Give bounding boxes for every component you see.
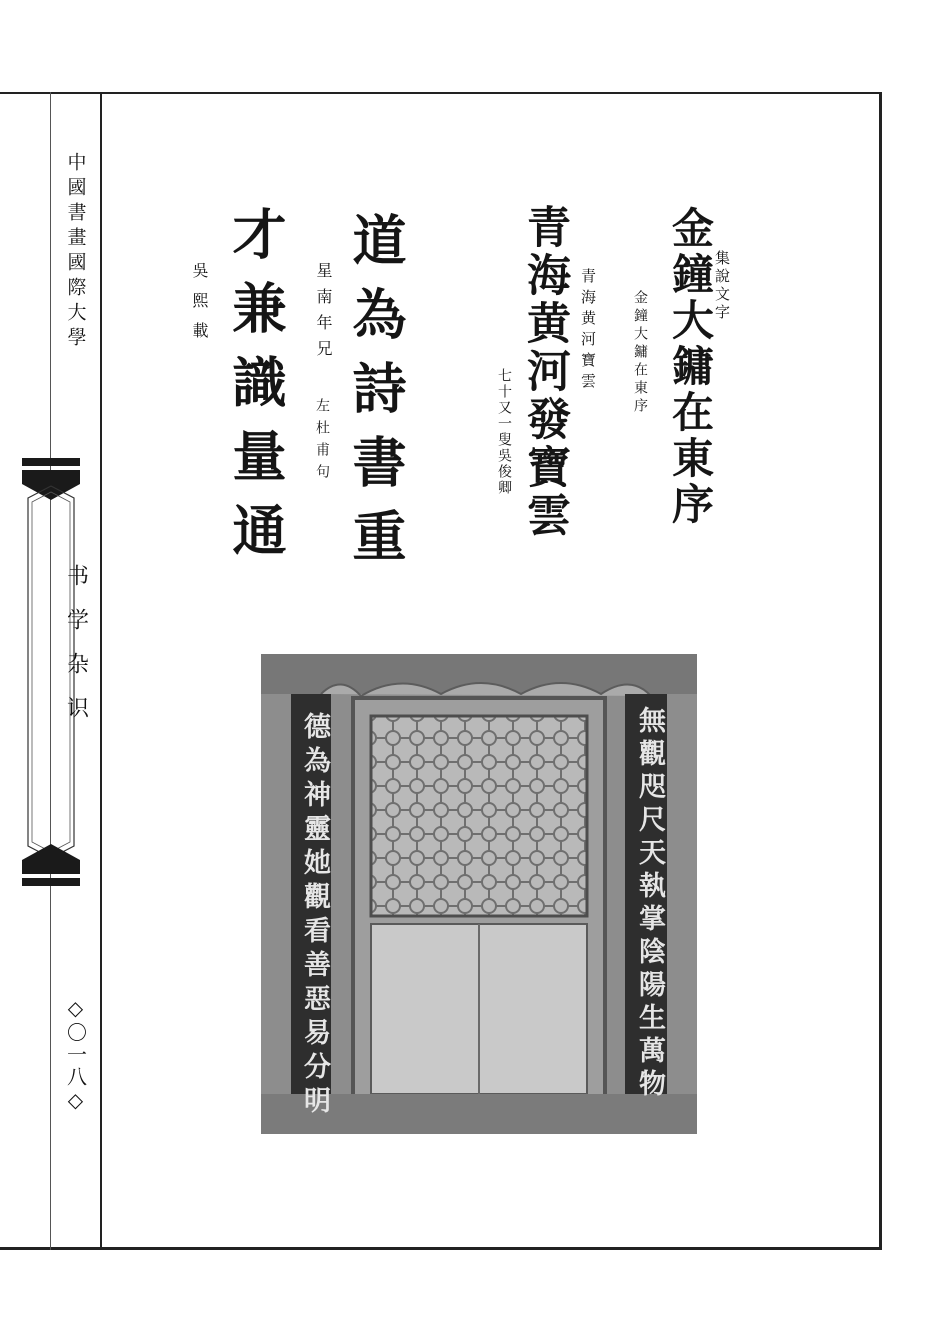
couplet-b-upper-line: 青海黄河發寶雲: [519, 204, 570, 540]
couplet-d-inscription-1: 吳熙載: [190, 262, 209, 352]
couplet-a-inscription-1: 集說文字: [713, 250, 731, 322]
left-plaque-text: 德為神靈她觀看善惡易分明: [299, 712, 330, 1120]
couplet-b-inscription-1: 青海黄河寶雲: [579, 268, 597, 394]
couplet-c-inscription-2: 左杜甫句: [314, 398, 330, 486]
couplet-d-upper-line: 才兼識量通: [224, 206, 288, 576]
doorway-photo: [261, 654, 697, 1134]
series-title: 中國書畫國際大學: [64, 152, 87, 352]
couplet-a-upper-line: 金鐘大鏞在東序: [666, 206, 715, 528]
right-plaque-text: 無觀咫尺天執掌陰陽生萬物: [634, 706, 665, 1102]
page-number: ◇〇一八◇: [63, 996, 88, 1114]
chapter-title: 书学杂识: [63, 564, 89, 740]
couplet-c-inscription-1: 星南年兄: [314, 262, 333, 366]
couplet-c-upper-line: 道為詩書重: [344, 212, 408, 582]
couplet-a-inscription-2: 金鐘大鏞在東序: [632, 290, 648, 416]
couplet-b-inscription-2: 七十又一叟吳俊卿: [496, 368, 512, 496]
